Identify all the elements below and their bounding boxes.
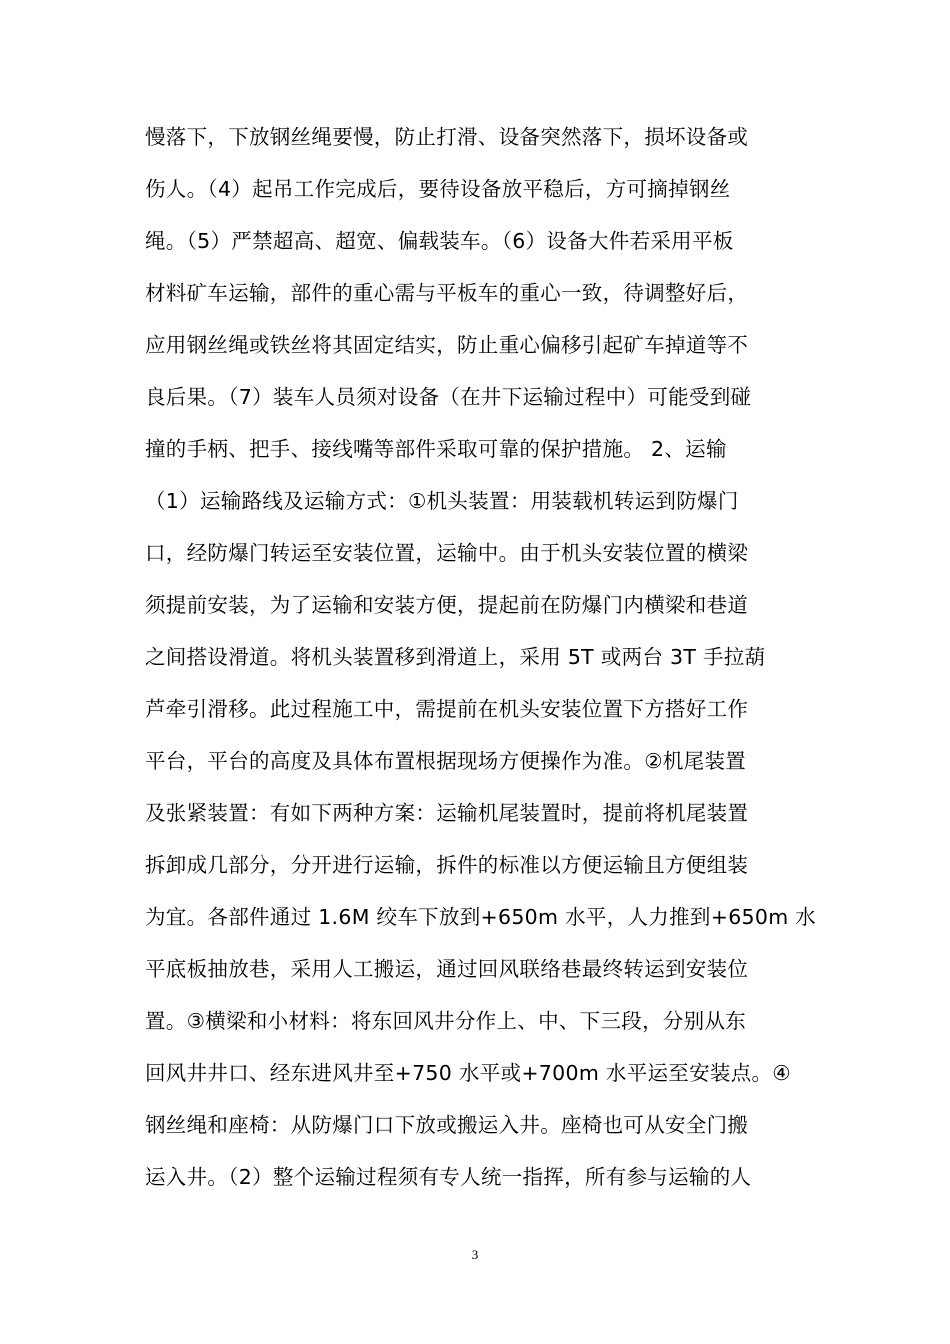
body-text-line: 钢丝绳和座椅：从防爆门口下放或搬运入井。座椅也可从安全门搬 <box>145 1113 749 1137</box>
body-text-line: 置。③横梁和小材料：将东回风井分作上、中、下三段，分别从东 <box>145 1009 747 1033</box>
body-text-line: 平底板抽放巷，采用人工搬运，通过回风联络巷最终转运到安装位 <box>145 957 749 981</box>
body-text-line: 运入井。（2）整个运输过程须有专人统一指挥，所有参与运输的人 <box>145 1165 752 1189</box>
body-text-line: 为宜。各部件通过 1.6M 绞车下放到+650m 水平，人力推到+650m 水 <box>145 905 817 929</box>
body-text-line: 芦牵引滑移。此过程施工中，需提前在机头安装位置下方搭好工作 <box>145 697 749 721</box>
body-text-line: 慢落下，下放钢丝绳要慢，防止打滑、设备突然落下，损坏设备或 <box>145 125 749 149</box>
body-text-line: 拆卸成几部分，分开进行运输，拆件的标准以方便运输且方便组装 <box>145 853 749 877</box>
body-text-line: 之间搭设滑道。将机头装置移到滑道上，采用 5T 或两台 3T 手拉葫 <box>145 645 766 669</box>
body-text-line: 材料矿车运输，部件的重心需与平板车的重心一致，待调整好后， <box>145 281 749 305</box>
body-text-line: 须提前安装，为了运输和安装方便，提起前在防爆门内横梁和巷道 <box>145 593 749 617</box>
body-text-line: 良后果。（7）装车人员须对设备（在井下运输过程中）可能受到碰 <box>145 385 752 409</box>
body-text-line: 绳。（5）严禁超高、超宽、偏载装车。（6）设备大件若采用平板 <box>145 229 734 253</box>
body-text-line: （1）运输路线及运输方式：①机头装置：用装载机转运到防爆门 <box>145 489 739 513</box>
body-text-line: 伤人。（4）起吊工作完成后，要待设备放平稳后，方可摘掉钢丝 <box>145 177 731 201</box>
body-text-line: 口，经防爆门转运至安装位置，运输中。由于机头安装位置的横梁 <box>145 541 749 565</box>
body-text-line: 平台，平台的高度及具体布置根据现场方便操作为准。②机尾装置 <box>145 749 747 773</box>
body-text-line: 撞的手柄、把手、接线嘴等部件采取可靠的保护措施。 2、运输 <box>145 437 727 461</box>
body-text-line: 及张紧装置：有如下两种方案：运输机尾装置时，提前将机尾装置 <box>145 801 749 825</box>
page-number: 3 <box>471 1247 479 1262</box>
body-text-line: 应用钢丝绳或铁丝将其固定结实，防止重心偏移引起矿车掉道等不 <box>145 333 749 357</box>
body-text-line: 回风井井口、经东进风井至+750 水平或+700m 水平运至安装点。④ <box>145 1061 791 1085</box>
